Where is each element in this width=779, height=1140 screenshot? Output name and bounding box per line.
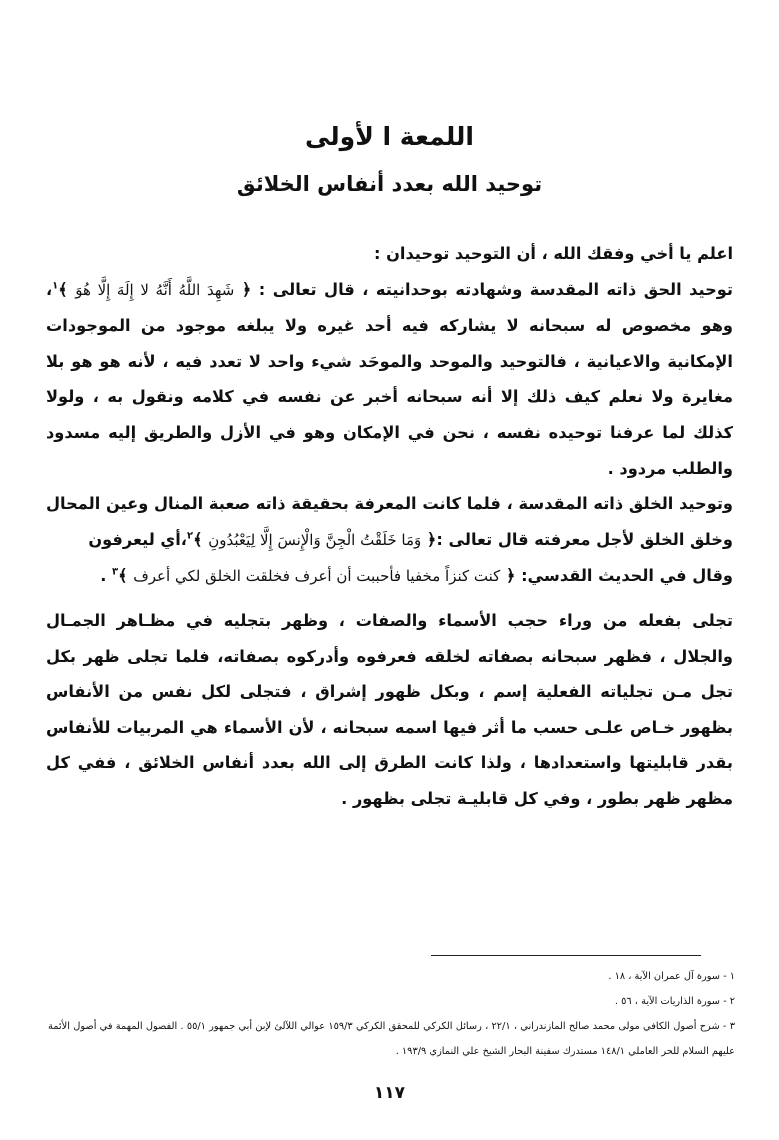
paragraph-4-start: وقال في الحديث القدسي: ﴿ [500, 566, 733, 586]
footnote-3: ٣ - شرح أصول الكافي مولى محمد صالح المازندراني ، ٢٢/١ ، رسائل الكركي للمحقق الكركي ١٥٩/٣ عوالي اللآلئ لإبن أبي جمهور ٥٥/١ . الفصول المهمة في أصول الأئمة عليهم السلام للحر العاملي ١٤٨/١ مستدرك سفينة البحار الشيخ علي النمازي ١٩٣/٩ . [48, 1021, 735, 1057]
paragraph-4-tail: . [100, 566, 112, 586]
footnote-ref-3: ٣ [112, 566, 119, 578]
paragraph-5: تجلى بفعله من وراء حجب الأسماء والصفات ، وظهر بتجليه في مظـاهر الجمـال والجلال ، فظهر سبحانه بصفاته لخلقه فعرفوه وأدركوه بصفاته، فلما تجلى ظهر بكل تجل مـن تجلياته الفعلية إسم ، وبكل ظهور إشراق ، فتجلى لكل نفس من الأنفاس بظهور خـاص علـى حسب ما أثر فيها اسمه سبحانه ، لأن الأسماء هي المربيات للأنفاس بقدر قابليتها واستعدادها ، ولذا كانت الطرق إلى الله بعدد أنفاس الخلائق ، ففي كل مظهر ظهر بطور ، وفي كل قابليـة تجلى بظهور . [46, 610, 733, 808]
paragraph-2-start: توحيد الحق ذاته المقدسة وشهادته بوحدانيته ، قال تعالى : ﴿ [234, 279, 734, 299]
quran-verse-1: شَهِدَ اللَّهُ أَنَّهُ لا إِلَهَ إِلَّا هُوَ [75, 280, 235, 299]
hadith-quote: كنت كنزاً مخفيا فأحببت أن أعرف فخلقت الخلق لكي أعرف [133, 567, 501, 586]
paragraph-2-rest: ، وهو مخصوص له سبحانه لا يشاركه فيه أحد غيره ولا يبلغه موجود من الموجودات الإمكانية والاعيانية ، فالتوحيد والموحد والموحَد شيء واحد لا تعدد فيه ، لأنه هو هو بلا مغايرة ولا نعلم كيف ذلك إلا أنه سبحانه أخبر عن نفسه في كلامه ونقول به ، ولولا كذلك لما عرفنا توحيده نفسه ، نحن في الإمكان وهو في الأزل والطريق إليه مسدود والطلب مردود . [46, 279, 733, 478]
paragraph-1: اعلم يا أخي وفقك الله ، أن التوحيد توحيدان : [373, 244, 733, 263]
footnote-1: ١ - سورة آل عمران الآية ، ١٨ . [608, 971, 735, 982]
quran-verse-2: وَمَا خَلَقْتُ الْجِنَّ وَالْإِنسَ إِلَّا لِيَعْبُدُونِ [208, 530, 422, 549]
quran-verse-2-close: ﴾ [193, 529, 209, 549]
footnote-2: ٢ - سورة الذاريات الآية ، ٥٦ . [614, 996, 735, 1007]
footnote-divider [431, 955, 701, 956]
paragraph-3-start: وتوحيد الخلق ذاته المقدسة ، فلما كانت المعرفة بحقيقة ذاته صعبة المنال وعين المحال وخلق الخلق لأجل معرفته قال تعالى :﴿ [46, 494, 733, 549]
paragraph-3-rest: ،أي ليعرفون [88, 529, 187, 549]
chapter-title: اللمعة ا لأولى [304, 122, 474, 151]
hadith-quote-close: ﴾ [118, 566, 134, 586]
paragraph-3 [46, 486, 733, 558]
footnote-ref-1: ١ [52, 280, 59, 292]
chapter-subtitle: توحيد الله بعدد أنفاس الخلائق [236, 172, 543, 196]
footnote-ref-2: ٢ [186, 530, 194, 542]
paragraph-2 [46, 272, 733, 487]
page [40, 0, 739, 1140]
page-number: ١١٧ [373, 1083, 406, 1103]
body-text [46, 236, 733, 817]
quran-verse-1-close: ﴾ [58, 279, 76, 299]
paragraph-4 [46, 558, 733, 595]
footnotes [48, 964, 735, 1064]
